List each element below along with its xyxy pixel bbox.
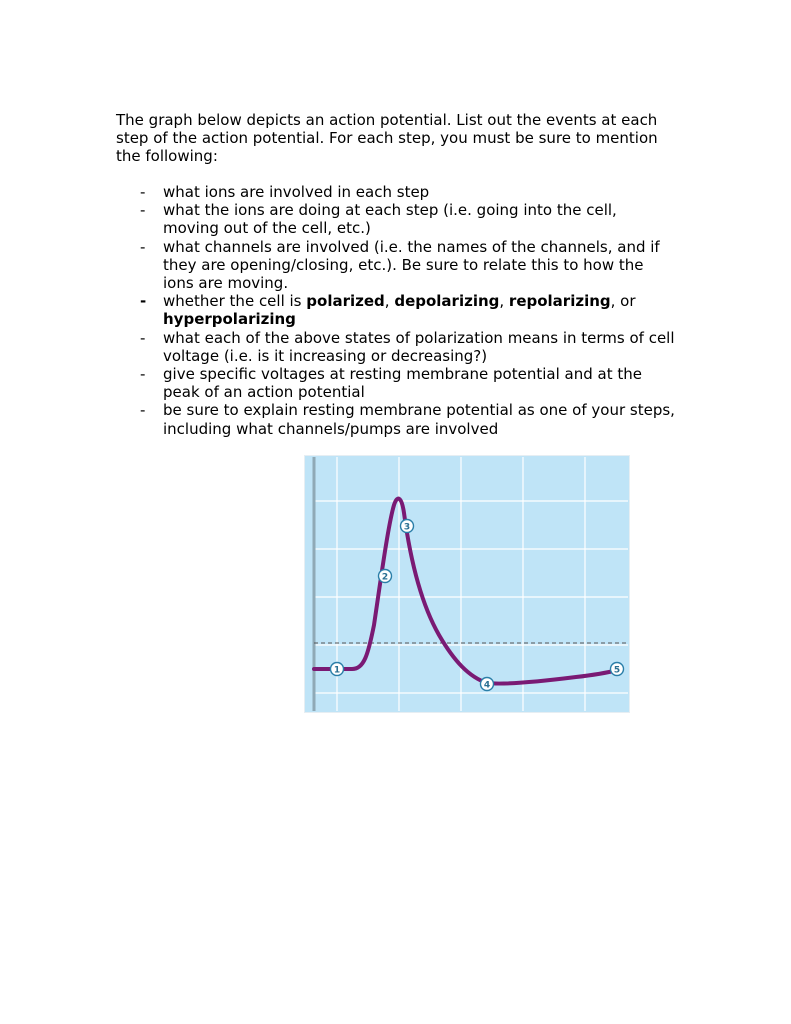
step-marker-1 bbox=[331, 663, 344, 676]
bullet-dash: - bbox=[140, 201, 146, 220]
step-marker-5 bbox=[611, 663, 624, 676]
svg-text:1: 1 bbox=[333, 665, 341, 676]
graph-svg bbox=[304, 455, 630, 713]
list-item bbox=[116, 183, 676, 201]
list-item bbox=[116, 365, 676, 401]
bullet-dash: - bbox=[140, 237, 146, 256]
list-item bbox=[116, 329, 676, 365]
list-item-text: be sure to explain resting membrane potential as one of your steps, including what channels/pumps are involved bbox=[163, 401, 675, 438]
list-item-text: what each of the above states of polarization means in terms of cell voltage (i.e. is it increasing or decreasing?) bbox=[163, 328, 675, 365]
svg-text:2: 2 bbox=[381, 572, 389, 583]
graph-background bbox=[304, 455, 630, 713]
svg-text:4: 4 bbox=[483, 680, 491, 691]
term-depolarizing: depolarizing bbox=[394, 292, 500, 311]
bullet-dash: - bbox=[140, 401, 146, 420]
list-item bbox=[116, 201, 676, 237]
bullet-dash: - bbox=[140, 328, 146, 347]
list-item bbox=[116, 238, 676, 293]
list-item bbox=[116, 401, 676, 437]
svg-text:5: 5 bbox=[613, 665, 621, 676]
action-potential-graph bbox=[304, 455, 630, 713]
term-repolarizing: repolarizing bbox=[508, 292, 611, 311]
intro-paragraph: The graph below depicts an action potential. List out the events at each step of the action potential. For each step, you must be sure to mention the following: bbox=[116, 111, 658, 166]
list-item-text: whether the cell is bbox=[163, 292, 307, 311]
list-item-text: what channels are involved (i.e. the names of the channels, and if they are opening/closing, etc.). Be sure to relate this to how the ions are moving. bbox=[163, 237, 660, 293]
requirements-list bbox=[116, 183, 676, 438]
bullet-dash: - bbox=[140, 292, 147, 311]
svg-text:3: 3 bbox=[403, 522, 411, 533]
list-item-text: what the ions are doing at each step (i.e. going into the cell, moving out of the cell, etc.) bbox=[163, 201, 617, 238]
bullet-dash: - bbox=[140, 365, 146, 384]
list-item: - whether the cell is polarized, depolarizing, repolarizing, or hyperpolarizing bbox=[140, 292, 636, 329]
list-item-text: give specific voltages at resting membrane potential and at the peak of an action potential bbox=[163, 365, 642, 402]
step-marker-3 bbox=[401, 520, 414, 533]
term-polarized: polarized bbox=[306, 292, 385, 311]
step-marker-2 bbox=[379, 570, 392, 583]
step-marker-4 bbox=[481, 678, 494, 691]
bullet-dash: - bbox=[140, 183, 146, 201]
term-hyperpolarizing: hyperpolarizing bbox=[163, 310, 296, 329]
list-item-text: what ions are involved in each step bbox=[163, 183, 430, 201]
